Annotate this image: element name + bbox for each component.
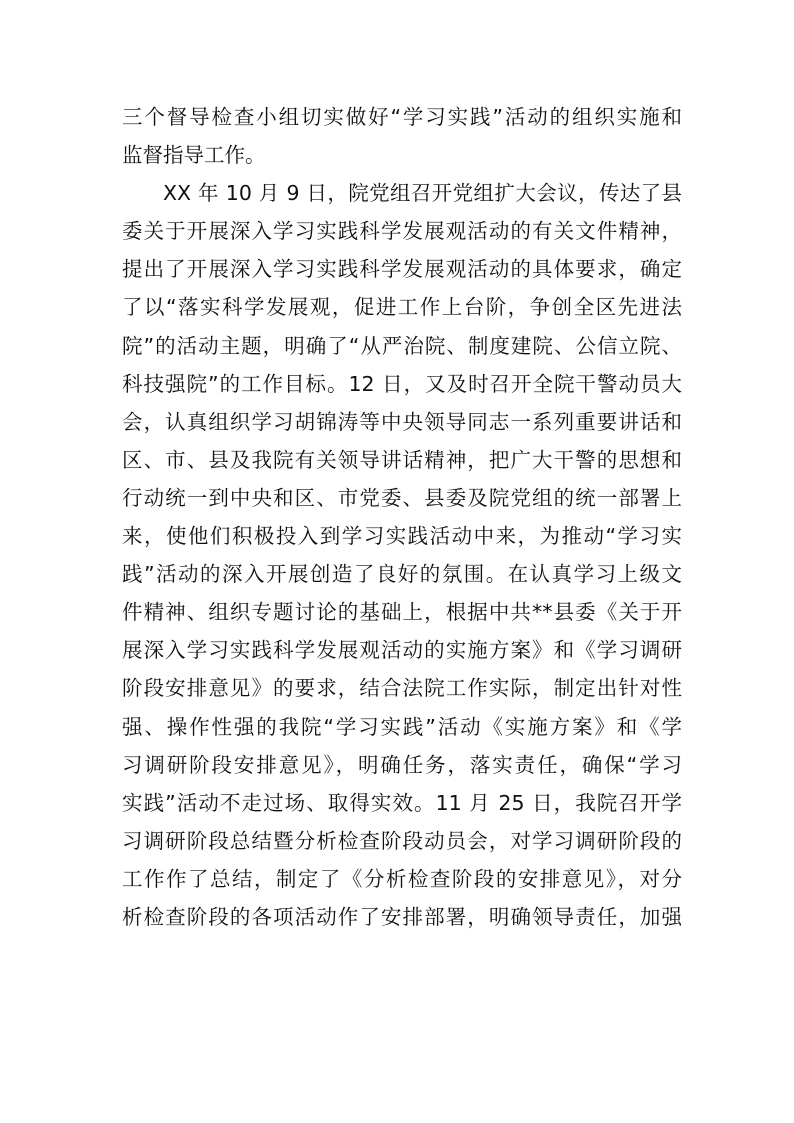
text-line: 监督指导工作。 bbox=[122, 143, 266, 168]
text-line: 科技强院”的工作目标。12 日，又及时召开全院干警动员大 bbox=[122, 371, 682, 396]
text-line: 了以“落实科学发展观，促进工作上台阶，争创全区先进法 bbox=[122, 295, 682, 320]
text-line: 习调研阶段总结暨分析检查阶段动员会，对学习调研阶段的 bbox=[122, 828, 682, 853]
text-line: 来，使他们积极投入到学习实践活动中来，为推动“学习实 bbox=[122, 524, 682, 549]
text-line: 提出了开展深入学习实践科学发展观活动的具体要求，确定 bbox=[122, 257, 682, 282]
text-line: 工作作了总结，制定了《分析检查阶段的安排意见》，对分 bbox=[122, 866, 682, 891]
text-line: 析检查阶段的各项活动作了安排部署，明确领导责任，加强 bbox=[122, 904, 682, 929]
text-line: 习调研阶段安排意见》，明确任务，落实责任，确保“学习 bbox=[122, 752, 682, 777]
text-line: 强、操作性强的我院“学习实践”活动《实施方案》和《学 bbox=[122, 714, 682, 739]
text-line: 区、市、县及我院有关领导讲话精神，把广大干警的思想和 bbox=[122, 447, 682, 472]
text-line: 院”的活动主题，明确了“从严治院、制度建院、公信立院、 bbox=[122, 333, 682, 358]
text-line: 件精神、组织专题讨论的基础上，根据中共**县委《关于开 bbox=[122, 600, 682, 625]
text-line: XX 年 10 月 9 日，院党组召开党组扩大会议，传达了县 bbox=[163, 181, 682, 206]
text-line: 委关于开展深入学习实践科学发展观活动的有关文件精神， bbox=[122, 219, 682, 244]
text-line: 实践”活动不走过场、取得实效。11 月 25 日，我院召开学 bbox=[122, 790, 682, 815]
text-line: 践”活动的深入开展创造了良好的氛围。在认真学习上级文 bbox=[122, 562, 682, 587]
text-line: 行动统一到中央和区、市党委、县委及院党组的统一部署上 bbox=[122, 485, 682, 510]
text-line: 三个督导检查小组切实做好“学习实践”活动的组织实施和 bbox=[122, 105, 682, 129]
text-line: 会，认真组织学习胡锦涛等中央领导同志一系列重要讲话和 bbox=[122, 409, 682, 434]
text-line: 阶段安排意见》的要求，结合法院工作实际，制定出针对性 bbox=[122, 676, 682, 701]
text-line: 展深入学习实践科学发展观活动的实施方案》和《学习调研 bbox=[122, 638, 682, 663]
body-text bbox=[122, 98, 682, 936]
